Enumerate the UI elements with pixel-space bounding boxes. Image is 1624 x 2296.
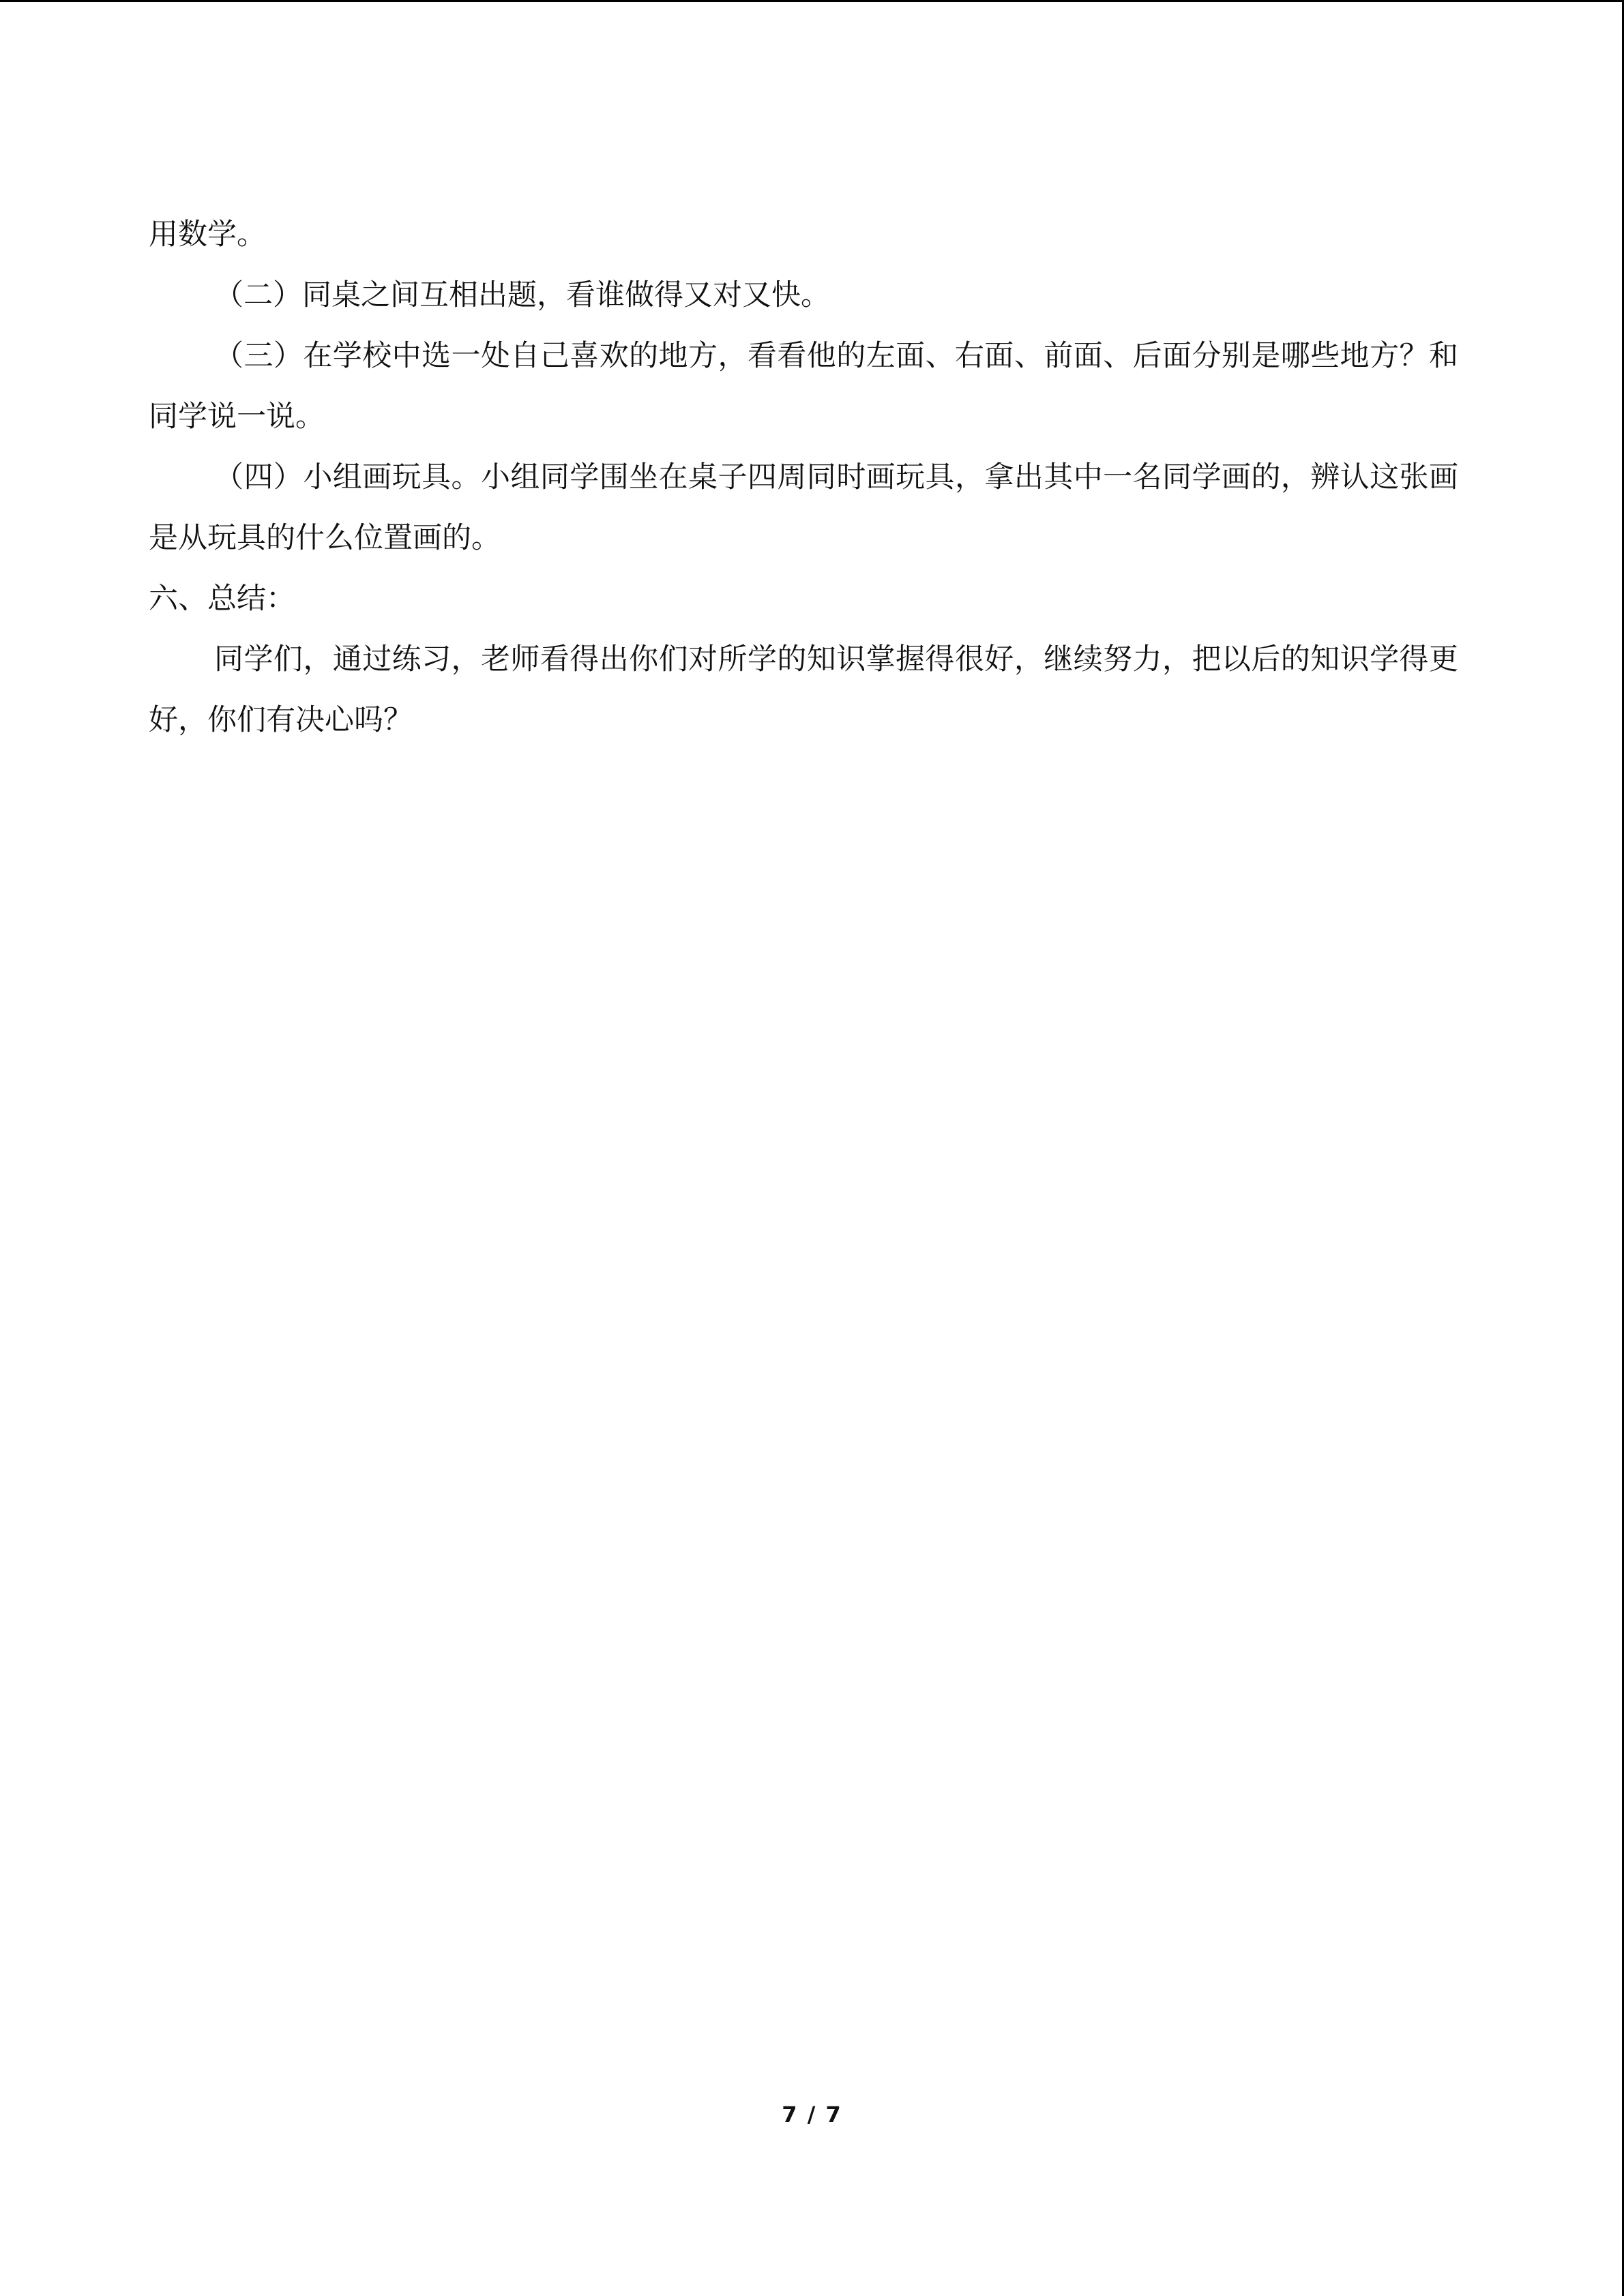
paragraph-continuation: 用数学。: [149, 218, 266, 252]
paragraph-item-2: （二）同桌之间互相出题，看谁做得又对又快。: [214, 278, 830, 312]
document-body: [149, 205, 1458, 751]
paragraph-item-3: （三）在学校中选一处自己喜欢的地方，看看他的左面、右面、前面、后面分别是哪些地方？和同学说一说。: [149, 339, 1458, 434]
page-number: 7 / 7: [782, 2102, 842, 2128]
paragraph-summary: 同学们，通过练习，老师看得出你们对所学的知识掌握得很好，继续努力，把以后的知识学得更好，你们有决心吗？: [149, 642, 1458, 737]
section-heading-summary: 六、总结：: [149, 582, 295, 616]
page-top-border: [0, 0, 1624, 2]
paragraph-item-4: （四）小组画玩具。小组同学围坐在桌子四周同时画玩具，拿出其中一名同学画的，辨认这张画是从玩具的什么位置画的。: [149, 460, 1458, 555]
